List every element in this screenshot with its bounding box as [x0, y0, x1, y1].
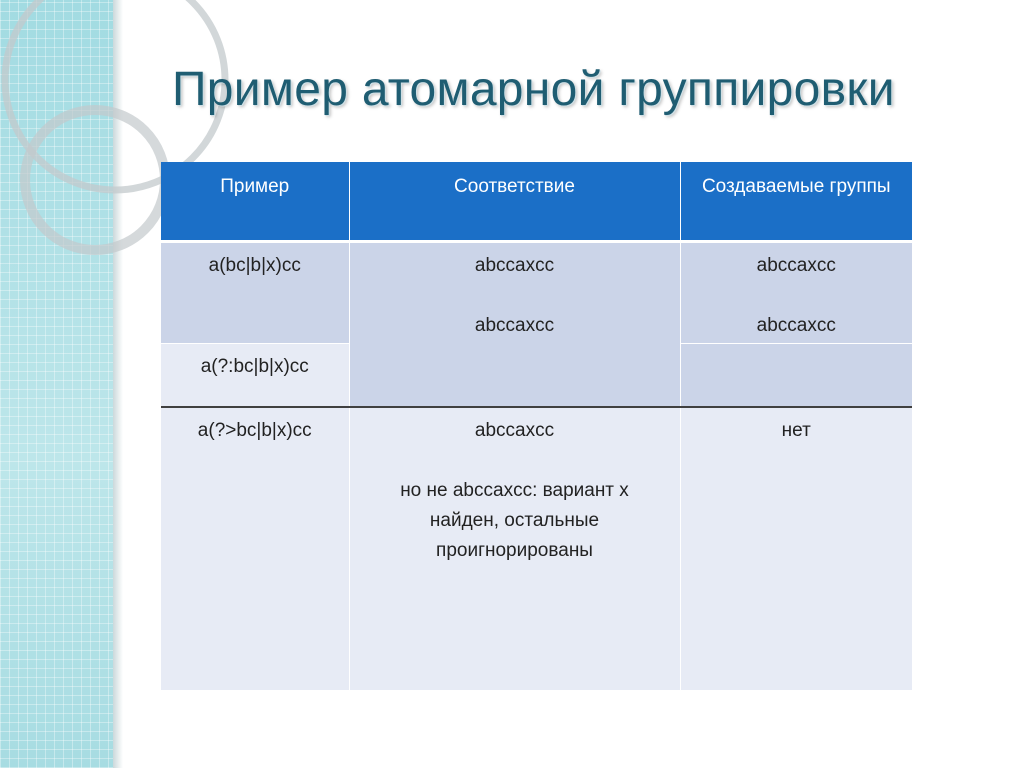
match-line: abccaxcc	[474, 255, 555, 276]
decorative-ring-small	[25, 110, 165, 250]
atomic-grouping-table	[161, 162, 912, 690]
groups-cell	[680, 242, 912, 344]
example-cell: a(?:bc|b|x)cc	[161, 344, 349, 407]
example-cell: a(bc|b|x)cc	[161, 242, 349, 344]
line-spacer	[358, 446, 672, 476]
table-row	[161, 407, 912, 690]
header-example: Пример	[161, 162, 349, 242]
match-cell	[349, 242, 680, 407]
match-note: но не abccaxcc: вариант x найден, остальные проигнорированы	[400, 479, 629, 561]
groups-cell	[680, 407, 912, 690]
table-header-row	[161, 162, 912, 242]
groups-cell	[680, 344, 912, 407]
match-cell	[349, 407, 680, 690]
example-cell: a(?>bc|b|x)cc	[161, 407, 349, 690]
groups-line: нет	[781, 419, 811, 441]
groups-line: abccaxcc	[756, 255, 836, 276]
match-line: abccaxcc	[474, 419, 555, 441]
match-line: abccaxcc	[474, 315, 555, 336]
slide-title: Пример атомарной группировки	[172, 63, 895, 116]
table-row	[161, 242, 912, 344]
header-match: Соответствие	[349, 162, 680, 242]
header-groups: Создаваемые группы	[680, 162, 912, 242]
groups-line: abccaxcc	[756, 315, 836, 336]
